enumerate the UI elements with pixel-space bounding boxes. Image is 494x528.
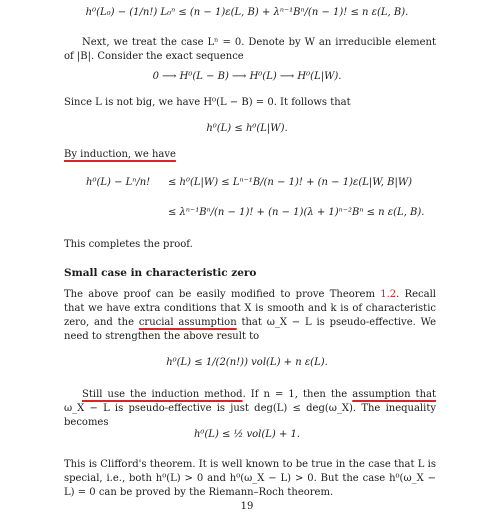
page-number: 19 [240,501,254,512]
paragraph-text: ω_X − L is pseudo-effective is just deg(L) ≤ deg(ω_X). The inequality becomes [64,403,436,428]
paragraph-completes: This completes the proof. [64,239,193,250]
section-heading: Small case in characteristic zero [64,267,257,279]
equation-exact-sequence: 0 ⟶ H⁰(L − B) ⟶ H⁰(L) ⟶ H⁰(L|W). [152,71,342,82]
theorem-reference-link[interactable]: 1.2 [380,289,397,300]
highlight-by-induction: By induction, we have [64,149,176,160]
highlight-crucial-assumption: crucial assumption [138,317,237,328]
equation-induction-line1: ≤ h⁰(L|W) ≤ Lⁿ⁻¹B/(n − 1)! + (n − 1)ε(L|W, B|W) [168,177,413,188]
paragraph-strengthen [64,288,436,344]
paragraph-text: that ω_X − L is pseudo-effective. We need to strengthen the above result to [64,317,437,342]
paragraph-clifford: This is Clifford's theorem. It is well known to be true in the case that L is special, i.e., both h⁰(L) > 0 and h⁰(ω_X − L) > 0. But the case h⁰(ω_X − L) = 0 can be proved by the Riemann–Roch theorem. [64,459,436,498]
equation-clifford: h⁰(L) ≤ ½ vol(L) + 1. [193,429,301,440]
equation-induction-line2: ≤ λⁿ⁻¹Bⁿ/(n − 1)! + (n − 1)(λ + 1)ⁿ⁻²Bⁿ ≤ n ε(L, B). [168,207,425,218]
equation-induction-lhs: h⁰(L) − Lⁿ/n! [86,177,151,188]
equation-top: h⁰(L₀) − (1/n!) L₀ⁿ ≤ (n − 1)ε(L, B) + λⁿ⁻¹Bⁿ/(n − 1)! ≤ n ε(L, B). [85,7,409,18]
paragraph-not-big: Since L is not big, we have H⁰(L − B) = 0. It follows that [64,97,351,108]
paragraph-text: The above proof can be easily modified to prove Theorem [64,289,381,300]
highlight-assumption-that: assumption that [352,389,436,400]
equation-restriction: h⁰(L) ≤ h⁰(L|W). [206,123,288,134]
highlight-induction-method: Still use the induction method [82,389,243,400]
equation-strengthened: h⁰(L) ≤ 1/(2(n!)) vol(L) + n ε(L). [166,357,328,368]
paragraph-induction [64,148,436,162]
paragraph-text: . Recall that we have extra conditions that X is smooth and k is of characteristic zero, and the [64,289,437,328]
paragraph-induction-method [64,388,436,430]
paragraph-text: . If n = 1, then the [242,389,353,400]
paragraph-exact-sequence: Next, we treat the case Lⁿ = 0. Denote by W an irreducible element of |B|. Consider the exact sequence [64,37,436,62]
